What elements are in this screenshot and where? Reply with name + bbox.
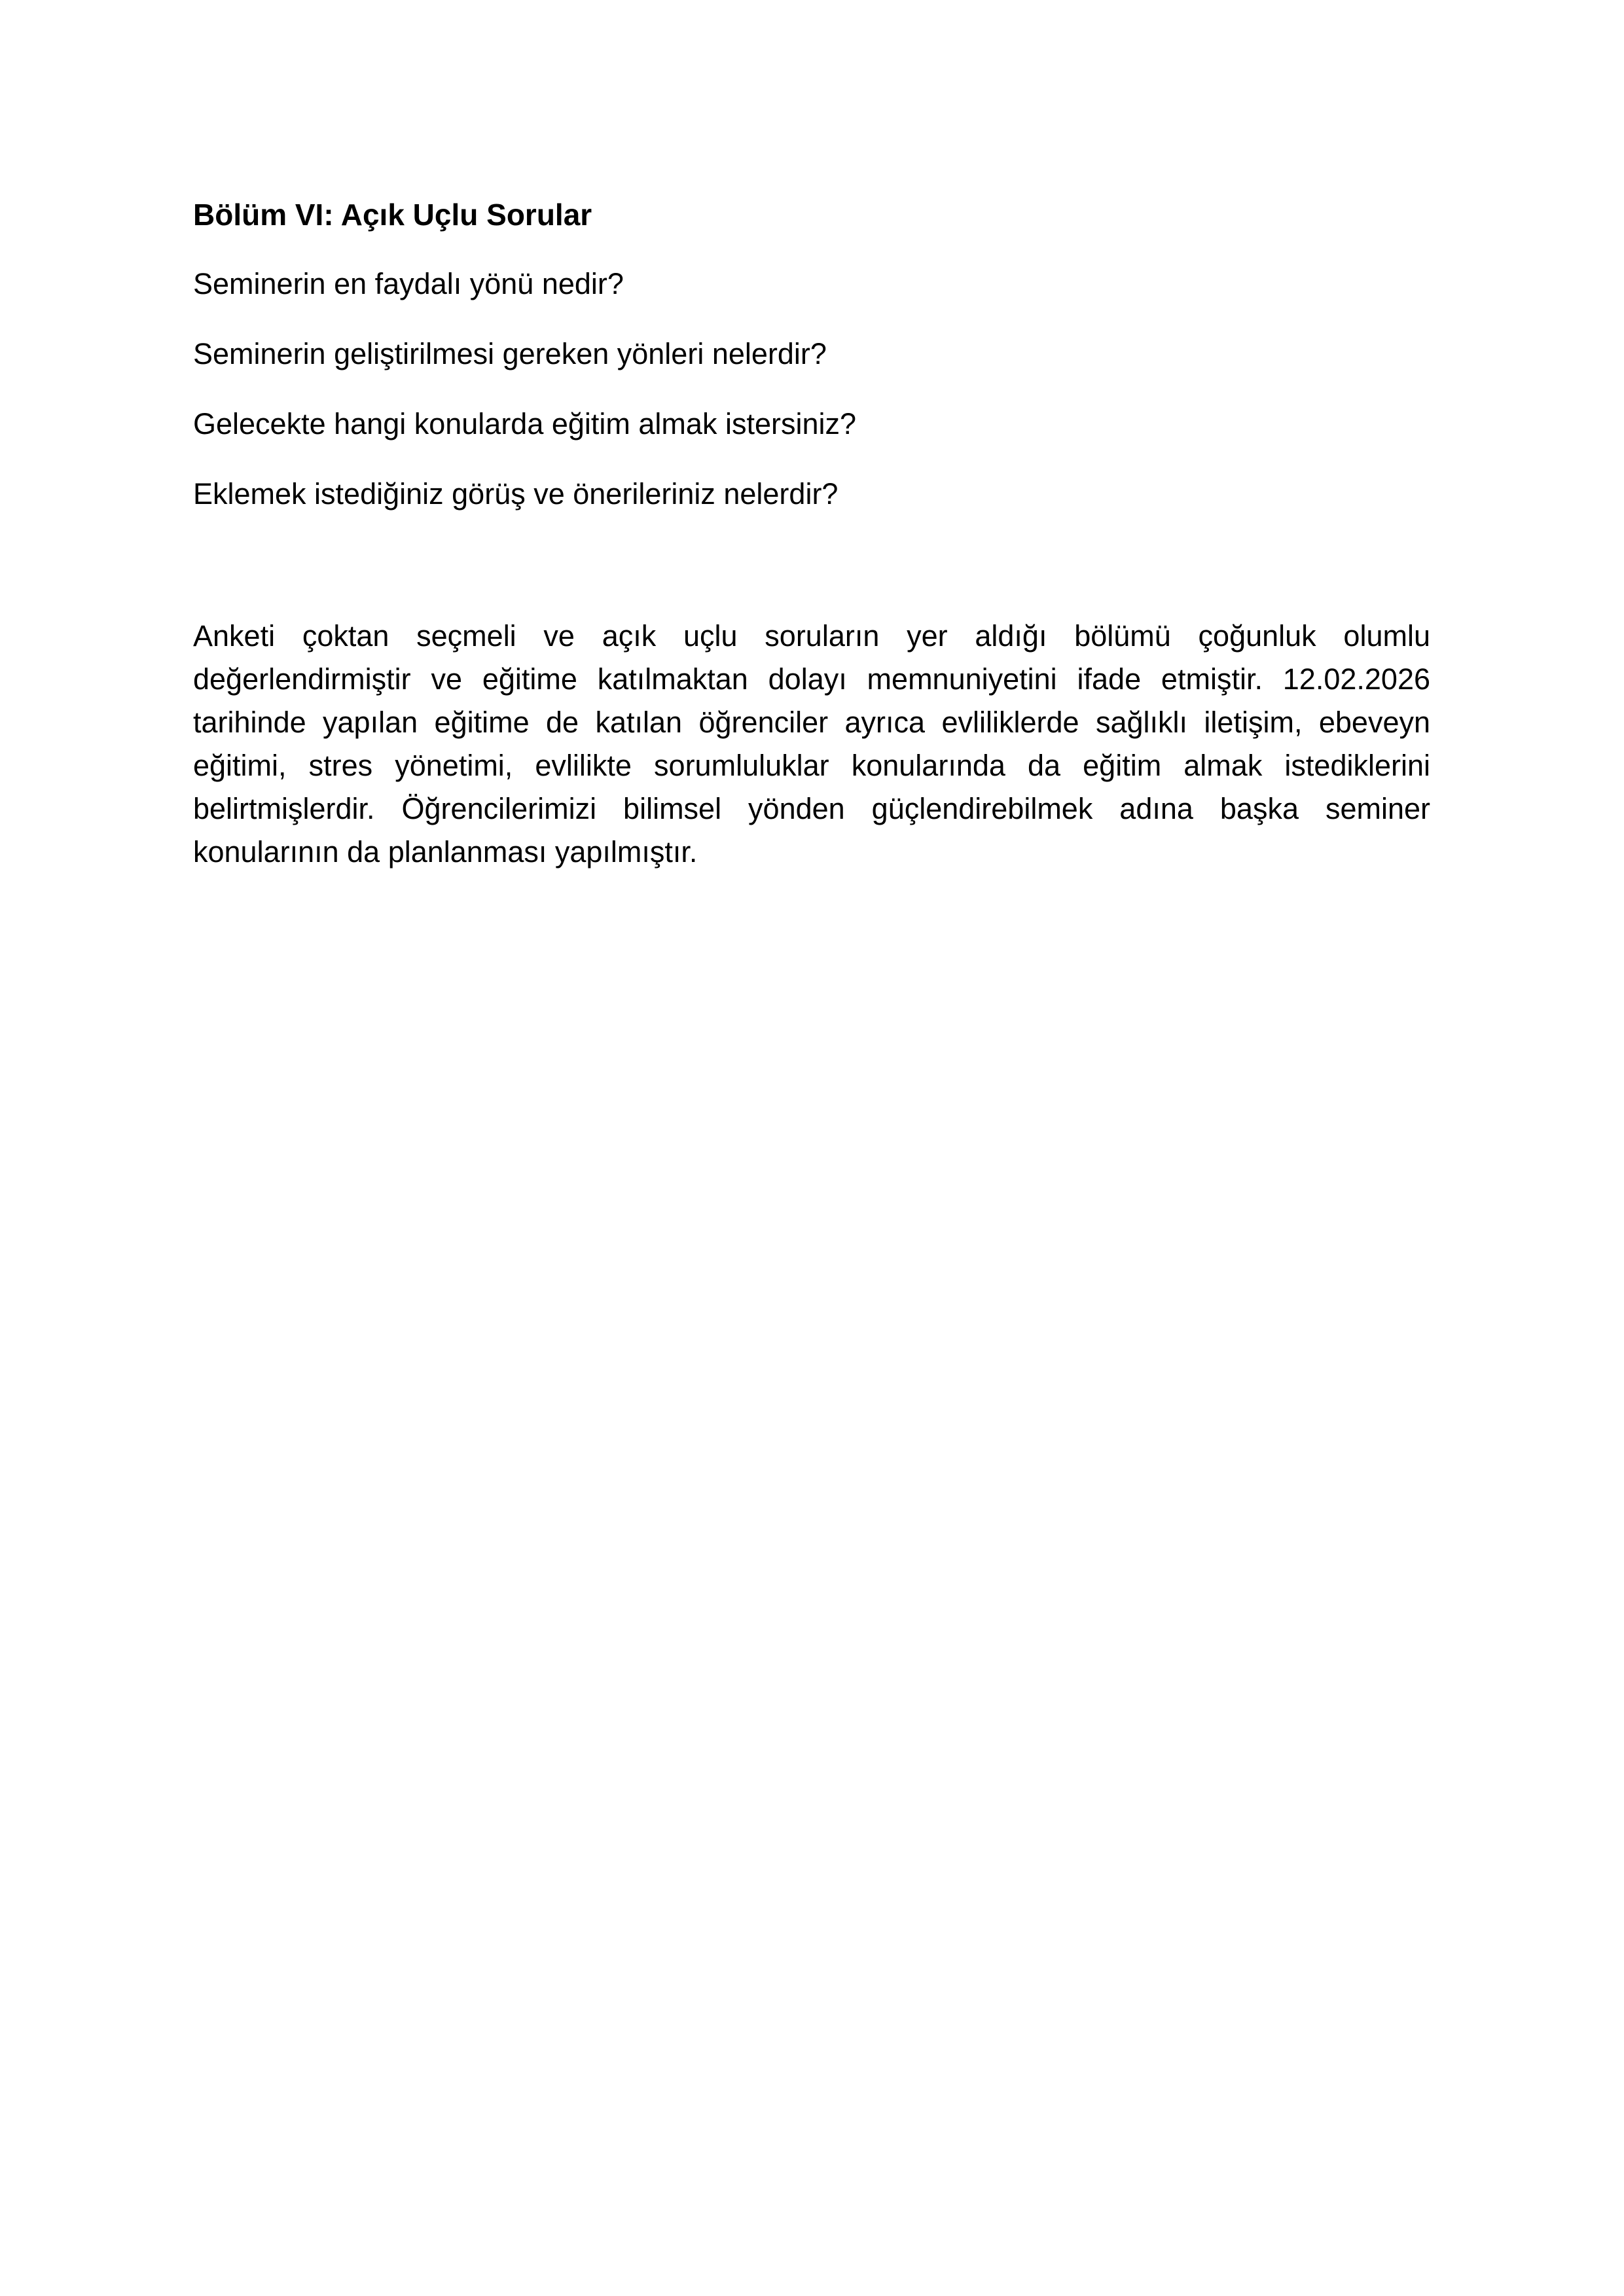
open-ended-question-3: Gelecekte hangi konularda eğitim almak istersiniz? <box>193 407 857 440</box>
section-heading: Bölüm VI: Açık Uçlu Sorular <box>193 198 592 232</box>
open-ended-question-2: Seminerin geliştirilmesi gereken yönleri nelerdir? <box>193 337 827 370</box>
document-content <box>193 196 1430 874</box>
open-ended-question-4: Eklemek istediğiniz görüş ve önerileriniz nelerdir? <box>193 477 839 511</box>
open-ended-question-1: Seminerin en faydalı yönü nedir? <box>193 267 624 300</box>
summary-paragraph: Anketi çoktan seçmeli ve açık uçlu soruların yer aldığı bölümü çoğunluk olumlu değerlendirmiştir ve eğitime katılmaktan dolayı memnuniyetini ifade etmiştir. 12.02.2026 tarihinde yapılan eğitime de katılan öğrenciler ayrıca evliliklerde sağlıklı iletişim, ebeveyn eğitimi, stres yönetimi, evlilikte sorumluluklar konularında da eğitim almak istediklerini belirtmişlerdir. Öğrencilerimizi bilimsel yönden güçlendirebilmek adına başka seminer konularının da planlanması yapılmıştır. <box>193 619 1430 869</box>
